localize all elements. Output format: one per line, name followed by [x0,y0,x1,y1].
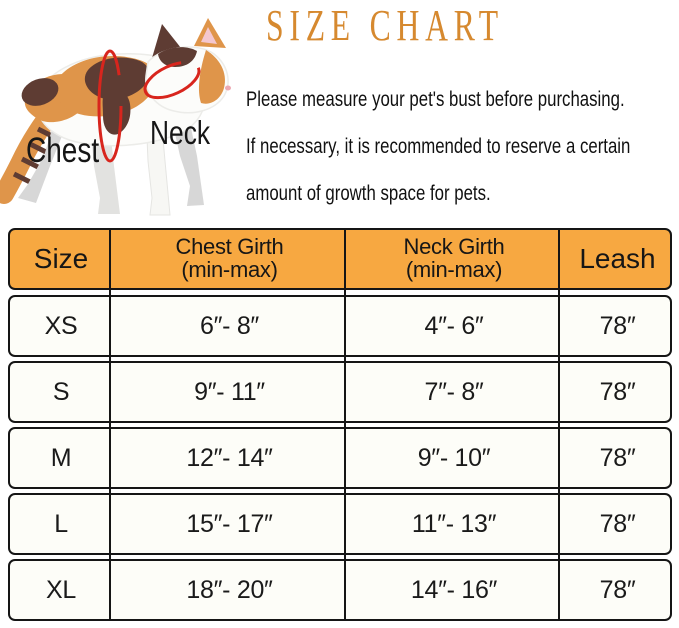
chest-label: Chest [26,129,100,170]
intro-line-1: Please measure your pet's bust before purchasing. [246,88,625,111]
header-leash-label: Leash [579,243,656,275]
cat-nose [225,86,231,91]
header-chest-sub: (min-max) [181,257,278,282]
page-title: SIZE CHART [266,1,504,50]
header-size [10,244,112,273]
neck-value: 7″- 8″ [424,377,484,406]
chest-value: 15″- 17″ [186,509,273,538]
chest-value: 12″- 14″ [186,443,273,472]
cat-measurement-diagram [0,16,240,222]
intro-line-3: amount of growth space for pets. [246,182,491,205]
chest-value: 6″- 8″ [200,311,259,340]
size-value: XL [46,575,76,604]
leash-value: 78″ [599,509,636,538]
chest-value: 9″- 11″ [194,377,265,406]
column-divider-2 [344,228,346,621]
size-value: S [52,377,70,406]
neck-value: 14″- 16″ [410,575,498,604]
header-neck-girth [347,236,561,282]
leash-value: 78″ [599,575,636,604]
header-size-label: Size [33,243,89,275]
header-leash [561,244,674,273]
size-value: L [54,509,68,538]
leash-value: 78″ [599,377,636,406]
column-divider-3 [558,228,560,621]
neck-label: Neck [150,115,211,152]
table-header-row [8,228,672,290]
neck-value: 11″- 13″ [411,509,497,538]
size-value: M [50,443,72,472]
neck-value: 4″- 6″ [424,311,484,340]
header-chest-label: Chest Girth [175,234,284,260]
leash-value: 78″ [599,311,636,340]
neck-value: 9″- 10″ [417,443,491,472]
cat-illustration-icon [0,16,240,222]
size-value: XS [44,311,78,340]
table-row-xs [8,295,672,357]
header-neck-sub: (min-max) [405,257,503,282]
column-divider-1 [109,228,111,621]
leash-value: 78″ [599,443,636,472]
size-table [8,228,672,621]
table-row-s [8,361,672,423]
header-chest-girth [112,236,347,282]
chest-value: 18″- 20″ [186,575,273,604]
table-row-l [8,493,672,555]
header-neck-label: Neck Girth [403,234,505,260]
table-row-m [8,427,672,489]
intro-line-2: If necessary, it is recommended to reserve a certain [246,135,631,158]
intro-text [246,84,679,225]
table-row-xl [8,559,672,621]
